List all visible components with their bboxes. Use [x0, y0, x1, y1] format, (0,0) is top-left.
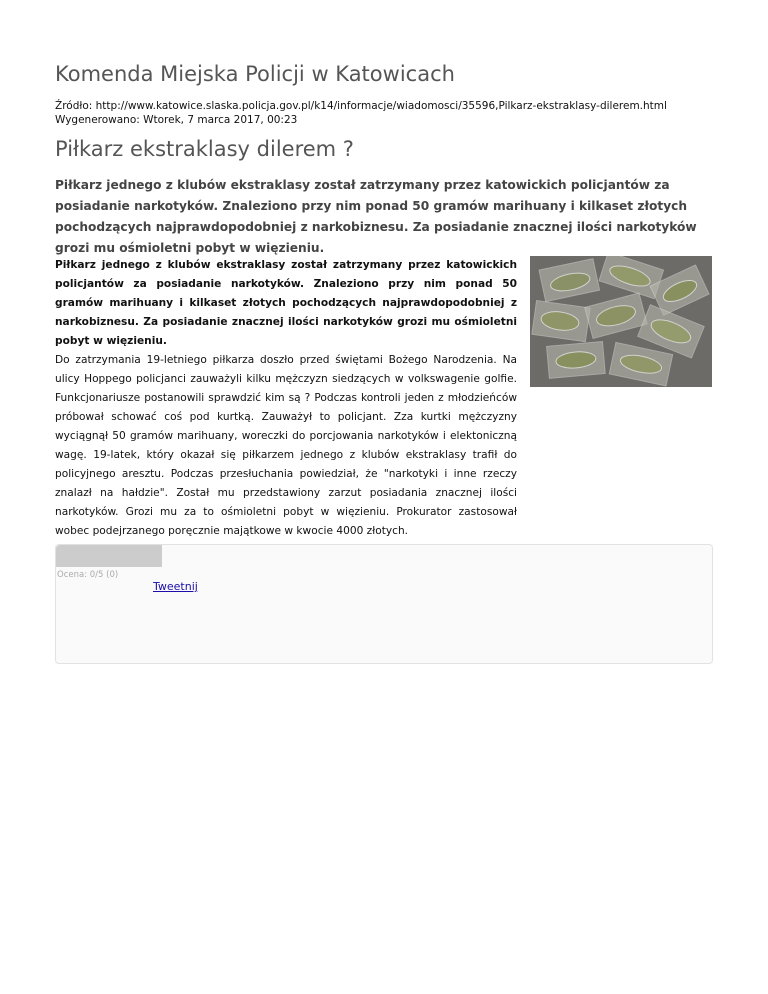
article-title: Piłkarz ekstraklasy dilerem ?	[55, 137, 354, 161]
generated-line: Wygenerowano: Wtorek, 7 marca 2017, 00:23	[55, 114, 298, 126]
rating-panel	[55, 544, 713, 664]
evidence-bags-image	[530, 256, 712, 387]
body-text: Do zatrzymania 19-letniego piłkarza doszło przed świętami Bożego Narodzenia. Na ulicy Hoppego policjanci zauważyli kilku mężczyzn siedzących w volkswagenie golfie. Funkcjonariusze postanowili sprawdzić kim są ? Podczas kontroli jeden z młodzieńców próbował schować coś pod kurtką. Zauważył to policjant. Zza kurtki mężczyzny wyciągnął 50 gramów marihuany, woreczki do porcjowania narkotyków i elektoniczną wagę. 19-latek, który okazał się piłkarzem jednego z klubów ekstraklasy trafił do policyjnego aresztu. Podczas przesłuchania powiedział, że "narkotyki i inne rzeczy znalazł na hałdzie". Został mu przedstawiony zarzut posiadania znacznej ilości narkotyków. Grozi mu za to ośmioletni pobyt w więzieniu. Prokurator zastosował wobec podejrzanego poręcznie majątkowe w kwocie 4000 złotych.	[55, 354, 517, 537]
tweet-link[interactable]: Tweetnij	[153, 580, 198, 593]
body-lead: Piłkarz jednego z klubów ekstraklasy został zatrzymany przez katowickich policjantów za posiadanie narkotyków. Znaleziono przy nim ponad 50 gramów marihuany i kilkaset złotych pochodzących najprawdopodobniej z narkobiznesu. Za posiadanie znacznej ilości narkotyków grozi mu ośmioletni pobyt w więzieniu.	[55, 259, 517, 347]
article-body	[55, 256, 517, 541]
rating-text: Ocena: 0/5 (0)	[57, 570, 119, 580]
rating-stars-bar[interactable]	[56, 545, 162, 567]
site-title: Komenda Miejska Policji w Katowicach	[55, 62, 455, 86]
meta-info	[55, 99, 667, 127]
source-line: Źródło: http://www.katowice.slaska.policja.gov.pl/k14/informacje/wiadomosci/35596,Pilkarz-ekstraklasy-dilerem.html	[55, 100, 667, 112]
article-photo	[530, 256, 712, 387]
article-lead: Piłkarz jednego z klubów ekstraklasy został zatrzymany przez katowickich policjantów za posiadanie narkotyków. Znaleziono przy nim ponad 50 gramów marihuany i kilkaset złotych pochodzących najprawdopodobniej z narkobiznesu. Za posiadanie znacznej ilości narkotyków grozi mu ośmioletni pobyt w więzieniu.	[55, 178, 697, 255]
